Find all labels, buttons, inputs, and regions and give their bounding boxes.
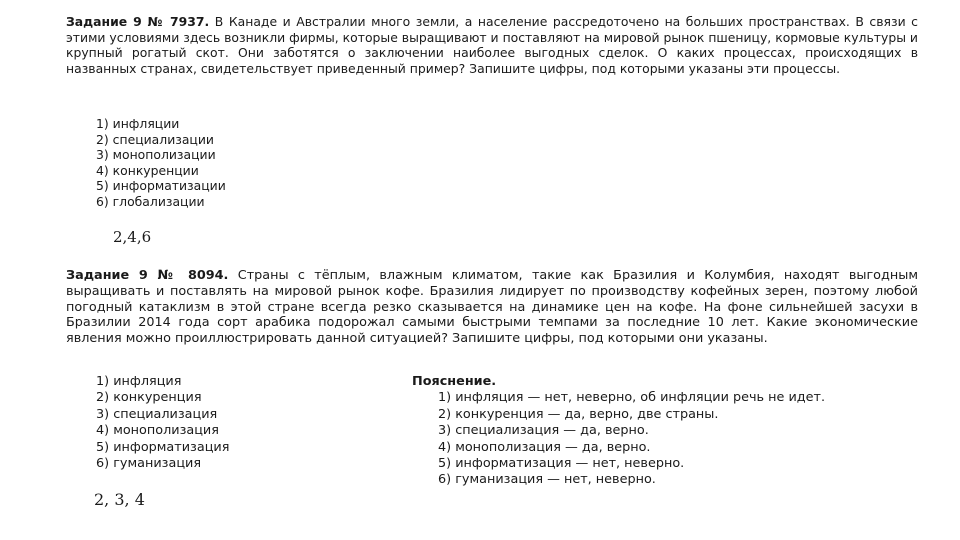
explanation-item: 3) специализация — да, верно. [438,423,649,439]
task-1-option: 6) глобализации [96,193,205,209]
task-2-statement [66,268,918,347]
explanation-item: 5) информатизация — нет, неверно. [438,456,685,472]
task-2-option: 4) монополизация [96,423,219,439]
task-1-title: Задание 9 № 7937. [66,14,210,29]
task-1-option: 3) монополизации [96,147,216,163]
task-1-answer: 2,4,6 [113,228,152,246]
explanation-title: Пояснение. [412,374,497,389]
explanation-list [412,390,825,488]
task-2-explanation [412,374,825,489]
task-2-option: 3) специализация [96,406,218,422]
explanation-item: 2) конкуренция — да, верно, две страны. [438,406,719,422]
task-1-option: 4) конкуренции [96,162,199,178]
task-2-answer: 2, 3, 4 [94,490,145,509]
task-2-option: 2) конкуренция [96,390,202,406]
task-1-option: 2) специализации [96,131,214,147]
explanation-item: 6) гуманизация — нет, неверно. [438,472,656,488]
task-1-option: 1) инфляции [96,116,180,131]
explanation-item: 4) монополизация — да, верно. [438,439,651,455]
explanation-item: 1) инфляция — нет, неверно, об инфляции речь не идет. [438,390,826,406]
task-2-text: Страны с тёплым, влажным климатом, такие как Бразилия и Колумбия, находят выгодным выращивать и поставлять на мировой рынок кофе. Бразилия лидирует по производству кофейных зерен, поэтому любой погодный катаклизм в этой стране всегда резко сказывается на динамике цен на кофе. На фоне сильнейшей засухи в Бразилии 2014 года сорт арабика подорожал самыми быстрыми темпами за последние 10 лет. Какие экономические явления можно проиллюстрировать данной ситуацией? Запишите цифры, под которыми они указаны. [66,268,918,347]
task-2-option: 5) информатизация [96,439,230,455]
task-2-option: 6) гуманизация [96,456,202,472]
task-1-option: 5) информатизации [96,178,226,194]
task-1-options [96,116,226,210]
task-1-statement [66,14,918,76]
task-2-options [96,374,229,472]
task-2-title: Задание 9 № 8094. [66,268,229,283]
task-1-text: В Канаде и Австралии много земли, а население рассредоточено на больших пространствах. В связи с этими условиями здесь возникли фирмы, которые выращивают и поставляют на мировой рынок пшеницу, кормовые культуры и крупный рогатый скот. Они заботятся о заключении наиболее выгодных сделок. О каких процессах, происходящих в названных странах, свидетельствует приведенный пример? Запишите цифры, под которыми указаны эти процессы. [66,14,918,76]
task-2-option: 1) инфляция [96,374,182,389]
